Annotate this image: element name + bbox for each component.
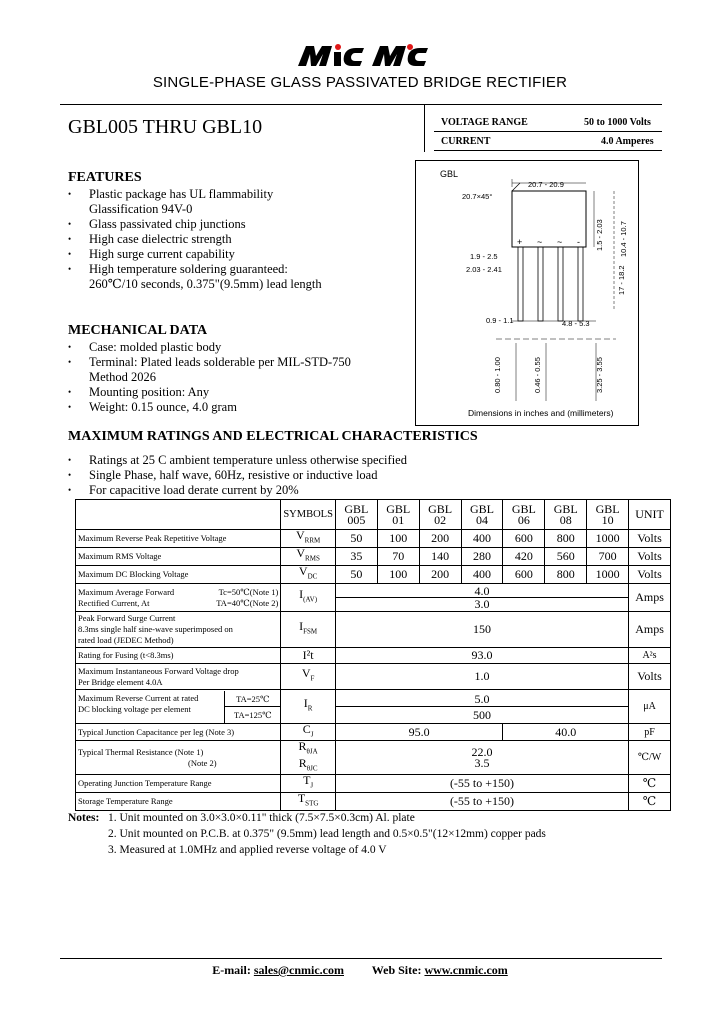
dimension-caption: Dimensions in inches and (millimeters)	[468, 408, 614, 418]
dimension-label: 1.5 - 2.03	[595, 219, 604, 251]
website-label: Web Site:	[371, 963, 422, 977]
list-item: • Mounting position: Any	[68, 385, 408, 400]
ratings-table	[75, 499, 671, 811]
spec-rule-1	[434, 131, 662, 132]
mechanical-list	[68, 340, 408, 415]
table-row: Maximum Average Forward Tc=50℃(Note 1) Rectified Current, At TA=40℃(Note 2) $I_{(AV)}$ 4.0 3.0 Amps	[76, 584, 671, 612]
part-header: GBL 005	[335, 500, 377, 530]
table-row: Maximum Reverse Current at rated DC blocking voltage per element TA=25℃ TA=125℃ $I_R$ 5.0 500 μA	[76, 690, 671, 724]
table-row: Maximum Reverse Peak Repetitive Voltage $V_{RRM}$ 50 100 200 400 600 800 1000 Volts	[76, 530, 671, 548]
table-row: Storage Temperature Range $T_{STG}$ (-55 to +150) ℃	[76, 793, 671, 811]
features-heading: FEATURES	[68, 170, 142, 185]
table-row: Typical Junction Capacitance per leg (Note 3) $C_J$ 95.0 40.0 pF	[76, 724, 671, 741]
table-row: Maximum DC Blocking Voltage $V_{DC}$ 50 100 200 400 600 800 1000 Volts	[76, 566, 671, 584]
note-item: 1. Unit mounted on 3.0×3.0×0.11" thick (7.5×7.5×0.3cm) Al. plate	[108, 812, 415, 824]
table-row: Peak Forward Surge Current 8.3ms single half sine-wave superimposed on rated load (JEDEC Method) $I_{FSM}$ 150 Amps	[76, 612, 671, 648]
pin-mark: +	[517, 237, 523, 247]
features-list	[68, 187, 408, 292]
header-rule	[60, 104, 662, 105]
package-outline-drawing	[416, 161, 638, 425]
table-row: Rating for Fusing (t<8.3ms) I²t 93.0 A²s	[76, 648, 671, 664]
part-header: GBL 04	[461, 500, 503, 530]
symbols-header: SYMBOLS	[281, 500, 336, 530]
param-header	[76, 500, 281, 530]
note-item: 2. Unit mounted on P.C.B. at 0.375" (9.5mm) lead length and 0.5×0.5"(12×12mm) copper pads	[108, 828, 546, 840]
ratings-conditions	[68, 453, 668, 498]
list-item: • High surge current capability	[68, 247, 408, 262]
dimension-label: 1.9 - 2.5	[470, 252, 498, 261]
email-label: E-mail:	[212, 963, 251, 977]
part-header: GBL 02	[419, 500, 461, 530]
current-value: 4.0 Amperes	[601, 136, 654, 147]
note-item: 3. Measured at 1.0MHz and applied reverse voltage of 4.0 V	[108, 844, 387, 856]
pin-mark: ~	[537, 237, 543, 247]
list-item: Glassification 94V-0	[89, 202, 193, 216]
email-link[interactable]: sales@cnmic.com	[253, 963, 344, 977]
dimension-label: 20.7 - 20.9	[528, 180, 564, 189]
dimension-label: 20.7×45°	[462, 192, 493, 201]
part-header: GBL 06	[503, 500, 545, 530]
list-item: • Glass passivated chip junctions	[68, 217, 408, 232]
table-row: Operating Junction Temperature Range $T_J$ (-55 to +150) ℃	[76, 775, 671, 793]
dimension-label: 10.4 - 10.7	[619, 221, 628, 257]
footer	[0, 963, 720, 978]
package-drawing-frame	[415, 160, 639, 426]
part-header: GBL 10	[587, 500, 629, 530]
footer-rule	[60, 958, 662, 959]
list-item: • Terminal: Plated leads solderable per MIL-STD-750	[68, 355, 408, 370]
dimension-label: 2.03 - 2.41	[466, 265, 502, 274]
table-row: Maximum Instantaneous Forward Voltage drop Per Bridge element 4.0A $V_F$ 1.0 Volts	[76, 664, 671, 690]
part-number-title: GBL005 THRU GBL10	[68, 116, 263, 138]
list-item: • For capacitive load derate current by 20%	[68, 483, 668, 498]
pin-mark: ~	[557, 237, 563, 247]
notes-section	[68, 810, 546, 858]
list-item: 260℃/10 seconds, 0.375"(9.5mm) lead length	[89, 277, 322, 291]
table-row: Maximum RMS Voltage $V_{RMS}$ 35 70 140 280 420 560 700 Volts	[76, 548, 671, 566]
part-header: GBL 08	[545, 500, 587, 530]
unit-header: UNIT	[629, 500, 671, 530]
part-header: GBL 01	[377, 500, 419, 530]
table-row: Typical Thermal Resistance (Note 1) (Note 2) $R_{\theta JA}$ $R_{\theta JC}$ 22.0 3.5 ℃/W	[76, 741, 671, 775]
list-item: • Weight: 0.15 ounce, 4.0 gram	[68, 400, 408, 415]
dimension-label: 0.9 - 1.1	[486, 316, 514, 325]
list-item: Method 2026	[89, 370, 157, 384]
dimension-label: 0.80 - 1.00	[493, 357, 502, 393]
voltage-range-value: 50 to 1000 Volts	[584, 117, 651, 128]
spec-rule-2	[434, 150, 662, 151]
list-item: • Ratings at 25 C ambient temperature unless otherwise specified	[68, 453, 668, 468]
list-item: • Case: molded plastic body	[68, 340, 408, 355]
list-item: • Plastic package has UL flammability	[68, 187, 408, 202]
website-link[interactable]: www.cnmic.com	[424, 963, 508, 977]
document-subtitle: SINGLE-PHASE GLASS PASSIVATED BRIDGE RECTIFIER	[152, 74, 568, 91]
dimension-label: 4.8 - 5.3	[562, 319, 590, 328]
dimension-label: 17 - 18.2	[617, 265, 626, 295]
pin-mark: -	[577, 237, 580, 247]
table-header-row	[76, 500, 671, 530]
company-logo	[298, 44, 440, 66]
spec-divider	[424, 104, 425, 152]
list-item: • High case dielectric strength	[68, 232, 408, 247]
list-item: • High temperature soldering guaranteed:	[68, 262, 408, 277]
current-label: CURRENT	[441, 136, 491, 147]
list-item: • Single Phase, half wave, 60Hz, resistive or inductive load	[68, 468, 668, 483]
mechanical-heading: MECHANICAL DATA	[68, 323, 208, 338]
package-name: GBL	[440, 169, 459, 179]
voltage-range-label: VOLTAGE RANGE	[441, 117, 528, 128]
dimension-label: 0.46 - 0.55	[533, 357, 542, 393]
dimension-label: 3.25 - 3.55	[595, 357, 604, 393]
ratings-heading: MAXIMUM RATINGS AND ELECTRICAL CHARACTERISTICS	[68, 429, 478, 444]
notes-label: Notes:	[68, 812, 100, 824]
